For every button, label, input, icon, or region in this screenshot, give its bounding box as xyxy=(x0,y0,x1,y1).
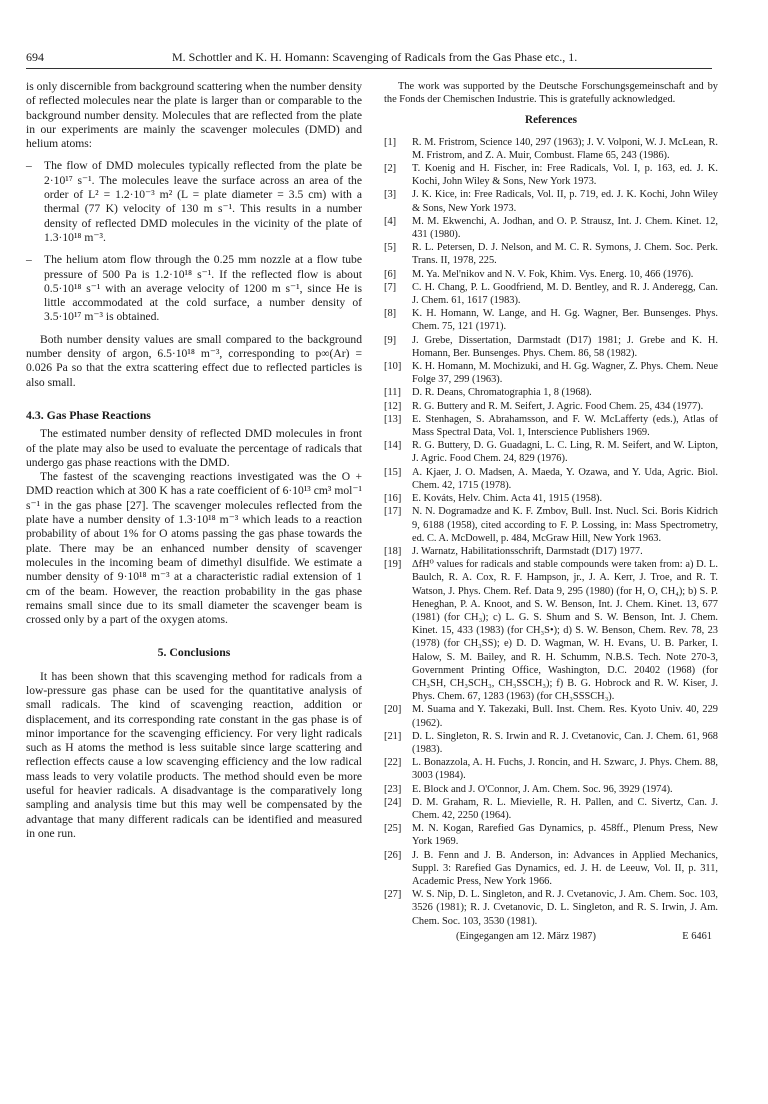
reference-number: [11] xyxy=(384,387,401,399)
dash-marker: – xyxy=(26,159,32,173)
reference-text: D. M. Graham, R. L. Mievielle, R. H. Pallen, and C. Sivertz, Can. J. Chem. 42, 2250 (1964). xyxy=(412,796,718,821)
running-header xyxy=(26,46,712,69)
reference-number: [12] xyxy=(384,400,402,412)
reference-text: A. Kjaer, J. O. Madsen, A. Maeda, Y. Ozawa, and Y. Uda, Agric. Biol. Chem. 42, 1715 (1978). xyxy=(412,466,718,491)
reference-item xyxy=(384,703,718,729)
reference-text: E. Kováts, Helv. Chim. Acta 41, 1915 (1958). xyxy=(412,493,603,505)
reference-item xyxy=(384,888,718,928)
reference-number: [21] xyxy=(384,730,402,742)
reference-text: R. M. Fristrom, Science 140, 297 (1963); J. V. Volponi, W. J. McLean, R. M. Fristrom, and Z. A. Muir, Combust. Flame 65, 243 (1986). xyxy=(412,136,718,161)
reference-text: ΔfH⁰ values for radicals and stable compounds were taken from: a) D. L. Baulch, R. A. Cox, R. F. Hampson, jr., J. A. Kerr, J. Troe, and R. T. Watson, J. Phys. Chem. Ref. Data 9, 295 (1980) (for H, O, CH₄); b) S. P. Heneghan, P. A. Knoot, and S. W. Benson, Int. J. Chem. Kinet. 13, 677 (1981) (for CH₃); c) L. G. S. Shum and S. W. Benson, Int. J. Chem. Kinet. 15, 433 (1983) (for CH₃S•); d) S. W. Benson, Chem. Rev. 78, 23 (1978) (for CH₃SS); e) D. D. Wagman, W. H. Evans, U. B. Parker, I. Halow, S. M. Bailey, and R. H. Schumm, N.B.S. Tech. Note 270-3, Government Printing Office, Washington, D.C. 20402 (1968) (for CH₃SH, CH₃SCH₃, CH₃SSCH₃); f) B. G. Hobrock and R. W. Kiser, J. Phys. Chem. 67, 1283 (1963) (for CH₃SSSCH₃). xyxy=(412,559,718,703)
reference-item xyxy=(384,558,718,703)
reference-number: [22] xyxy=(384,757,402,769)
reference-number: [15] xyxy=(384,466,402,478)
reference-text: J. K. Kice, in: Free Radicals, Vol. II, p. 719, ed. J. K. Kochi, John Wiley & Sons, New York 1973. xyxy=(412,189,718,214)
reference-number: [7] xyxy=(384,281,397,293)
paragraph-continued: is only discernible from background scattering when the number density of reflected molecules near the plate is larger than or comparable to the background number density. Molecules that are reflected from the plate in our experiments are mainly the scavenger molecules (DMD) and helium atoms: xyxy=(26,80,362,151)
reference-number: [23] xyxy=(384,783,402,795)
reference-item xyxy=(384,466,718,492)
article-footer xyxy=(384,930,718,944)
reference-item xyxy=(384,822,718,848)
reference-item xyxy=(384,360,718,386)
reference-text: E. Stenhagen, S. Abrahamsson, and F. W. McLafferty (eds.), Atlas of Mass Spectral Data, Vol. 1, Interscience Publishers 1969. xyxy=(412,413,718,439)
received-date: (Eingegangen am 12. März 1987) xyxy=(456,930,596,942)
reference-item xyxy=(384,386,718,399)
reference-item xyxy=(384,492,718,505)
reference-item xyxy=(384,241,718,267)
reference-number: [1] xyxy=(384,136,397,148)
reference-item xyxy=(384,730,718,756)
reference-item xyxy=(384,849,718,889)
bullet-helium-text: The helium atom flow through the 0.25 mm nozzle at a flow tube pressure of 500 Pa is 1.2·10¹⁸ s⁻¹. If the reflected flow is about 0.5·10¹⁸ s⁻¹ with an average velocity of 1200 m s⁻¹, since He is little accommodated at the cold surface, a number density of 3.5·10¹⁷ m⁻³ is obtained. xyxy=(44,253,362,324)
section-heading-5: 5. Conclusions xyxy=(157,645,231,660)
reference-text: R. G. Buttery, D. G. Guadagni, L. C. Ling, R. M. Seifert, and W. Lipton, J. Agric. Food Chem. 24, 829 (1976). xyxy=(412,440,718,465)
reference-list xyxy=(384,136,718,928)
reference-number: [13] xyxy=(384,413,402,425)
bullet-helium-flow xyxy=(26,253,362,324)
reference-number: [26] xyxy=(384,849,402,861)
reference-item xyxy=(384,307,718,333)
paragraph-conclusions: It has been shown that this scavenging method for radicals from a low-pressure gas phase can be used for the quantitative analysis of small radicals. The kind of scavenging reaction, addition or displacement, and its corresponding rate constant in the gas phase is of minor importance for the scavenging efficiency. For very light radicals such as H atoms the method is less suitable since large scattering and reflection effects cause a low scavenging efficiency and the low radical mass leads to very volatile products. The method should even be more useful for heavier radicals. A disadvantage is the comparatively long sampling and analysis time but this may well be compensated by the advantage that many different radicals can be identified and measured in one run. xyxy=(26,669,362,840)
reference-text: T. Koenig and H. Fischer, in: Free Radicals, Vol. I, p. 163, ed. J. K. Kochi, John Wiley & Sons, New York 1973. xyxy=(412,163,718,188)
reference-number: [9] xyxy=(384,334,397,346)
reference-item xyxy=(384,439,718,465)
reference-text: K. H. Homann, M. Mochizuki, and H. Gg. Wagner, Z. Phys. Chem. Neue Folge 37, 299 (1963). xyxy=(412,361,718,386)
acknowledgement: The work was supported by the Deutsche Forschungsgemeinschaft and by the Fonds der Chemischen Industrie. This is gratefully acknowledged. xyxy=(384,81,718,106)
reference-number: [16] xyxy=(384,493,402,505)
reference-item xyxy=(384,268,718,281)
bullet-dmd-text: The flow of DMD molecules typically reflected from the plate be 2·10¹⁷ s⁻¹. The molecules leave the surface across an area of the order of L² = 1.2·10⁻³ m² (L = plate diameter = 3.5 cm) with a thermal (77 K) velocity of 130 m s⁻¹. This results in a number density of reflected DMD molecules in the vicinity of the plate of 1.3·10¹⁸ m⁻³. xyxy=(44,159,362,244)
reference-number: [19] xyxy=(384,559,402,571)
dash-marker: – xyxy=(26,253,32,267)
reference-item xyxy=(384,136,718,162)
reference-text: M. N. Kogan, Rarefied Gas Dynamics, p. 458ff., Plenum Press, New York 1969. xyxy=(412,823,718,848)
reference-text: M. M. Ekwenchi, A. Jodhan, and O. P. Strausz, Int. J. Chem. Kinet. 12, 431 (1980). xyxy=(412,215,718,241)
reference-item xyxy=(384,756,718,782)
reference-text: J. B. Fenn and J. B. Anderson, in: Advances in Applied Mechanics, Suppl. 3: Rarefied Gas Dynamics, ed. J. H. de Leeuw, Vol. II, p. 311, Academic Press, New York 1966. xyxy=(412,849,718,887)
reference-item xyxy=(384,188,718,214)
reference-text: M. Suama and Y. Takezaki, Bull. Inst. Chem. Res. Kyoto Univ. 40, 229 (1962). xyxy=(412,704,718,729)
reference-text: R. L. Petersen, D. J. Nelson, and M. C. R. Symons, J. Chem. Soc. Perk. Trans. II, 1978, 225. xyxy=(412,242,718,267)
paragraph-gas-phase-1: The estimated number density of reflected DMD molecules in front of the plate may also be used to evaluate the percentage of radicals that undergo gas phase reactions with the DMD. xyxy=(26,427,362,469)
reference-text: W. S. Nip, D. L. Singleton, and R. J. Cvetanovic, J. Am. Chem. Soc. 103, 3526 (1981); R. J. Cvetanovic, D. L. Singleton, and R. S. Irwin, J. Am. Chem. Soc. 103, 3530 (1981). xyxy=(412,889,718,927)
reference-text: D. L. Singleton, R. S. Irwin and R. J. Cvetanovic, Can. J. Chem. 61, 968 (1983). xyxy=(412,730,718,755)
reference-number: [20] xyxy=(384,704,402,716)
reference-number: [14] xyxy=(384,440,402,452)
reference-text: J. Warnatz, Habilitationsschrift, Darmstadt (D17) 1977. xyxy=(412,545,643,557)
references-heading: References xyxy=(525,114,577,127)
reference-item xyxy=(384,505,718,545)
reference-text: J. Grebe, Dissertation, Darmstadt (D17) 1981; J. Grebe and K. H. Homann, Ber. Bunsenges. Phys. Chem. 86, 58 (1982). xyxy=(412,334,718,359)
reference-item xyxy=(384,796,718,822)
reference-item xyxy=(384,162,718,188)
reference-text: D. R. Deans, Chromatographia 1, 8 (1968). xyxy=(412,387,592,399)
reference-number: [3] xyxy=(384,189,397,201)
reference-text: L. Bonazzola, A. H. Fuchs, J. Roncin, and H. Szwarc, J. Phys. Chem. 88, 3003 (1984). xyxy=(412,757,718,782)
reference-number: [8] xyxy=(384,308,397,320)
reference-text: E. Block and J. O'Connor, J. Am. Chem. Soc. 96, 3929 (1974). xyxy=(412,783,673,795)
reference-number: [24] xyxy=(384,796,402,808)
section-heading-4-3: 4.3. Gas Phase Reactions xyxy=(26,407,151,422)
reference-number: [6] xyxy=(384,268,397,280)
reference-number: [4] xyxy=(384,215,397,227)
reference-item xyxy=(384,334,718,360)
reference-item xyxy=(384,281,718,307)
reference-number: [10] xyxy=(384,361,402,373)
reference-text: R. G. Buttery and R. M. Seifert, J. Agric. Food Chem. 25, 434 (1977). xyxy=(412,400,704,412)
left-column xyxy=(26,80,362,841)
reference-item xyxy=(384,413,718,439)
page-number: 694 xyxy=(26,50,44,64)
reference-item xyxy=(384,215,718,241)
reference-item xyxy=(384,783,718,796)
reference-item xyxy=(384,400,718,413)
reference-text: K. H. Homann, W. Lange, and H. Gg. Wagner, Ber. Bunsenges. Phys. Chem. 75, 121 (1971). xyxy=(412,308,718,333)
running-title: M. Schottler and K. H. Homann: Scavenging of Radicals from the Gas Phase etc., 1. xyxy=(172,50,578,64)
paragraph-number-density: Both number density values are small compared to the background number density of argon, 6.5·10¹⁸ m⁻³, corresponding to p∞(Ar) = 0.026 Pa so that the extra scattering effect due to reflected particles is also small. xyxy=(26,332,362,389)
reference-number: [27] xyxy=(384,889,402,901)
bullet-dmd-flow xyxy=(26,159,362,245)
paragraph-gas-phase-2: The fastest of the scavenging reactions investigated was the O + DMD reaction which at 300 K has a rate coefficient of 6·10¹³ cm³ mol⁻¹ s⁻¹ in the gas phase [27]. The scavenger molecules reflected from the plate have a number density of 1.3·10¹⁸ m⁻³ which leads to a reaction probability of about 1% for O atoms passing the gas phase towards the plate. There may be an enhanced number density of scavenger molecules in the incoming beam of dimethyl disulfide. We estimate a number density of 9·10¹⁸ m⁻³ at a characteristic radial extension of 1 cm of the beam. However, the reaction probability in the gas phase remains small since due to its small diameter the scavenger beam is crossed only by a part of the oxygen atoms. xyxy=(26,470,362,627)
reference-number: [25] xyxy=(384,823,402,835)
reference-text: N. N. Dogramadze and K. F. Zmbov, Bull. Inst. Nucl. Sci. Boris Kidrich 9, 6188 (1958), cited according to F. P. Lossing, in: Mass Spectrometry, ed. C. A. McDowell, p. 484, McGraw Hill, New York 1963. xyxy=(412,506,718,544)
reference-number: [17] xyxy=(384,506,402,518)
reference-number: [18] xyxy=(384,545,402,557)
reference-text: M. Ya. Mel'nikov and N. V. Fok, Khim. Vys. Energ. 10, 466 (1976). xyxy=(412,268,694,280)
reference-text: C. H. Chang, P. L. Goodfriend, M. D. Bentley, and R. J. Anderegg, Can. J. Chem. 61, 1617 (1983). xyxy=(412,281,718,307)
article-code: E 6461 xyxy=(682,930,712,942)
reference-number: [5] xyxy=(384,242,397,254)
right-column xyxy=(384,80,718,944)
reference-item xyxy=(384,545,718,558)
reference-number: [2] xyxy=(384,163,397,175)
